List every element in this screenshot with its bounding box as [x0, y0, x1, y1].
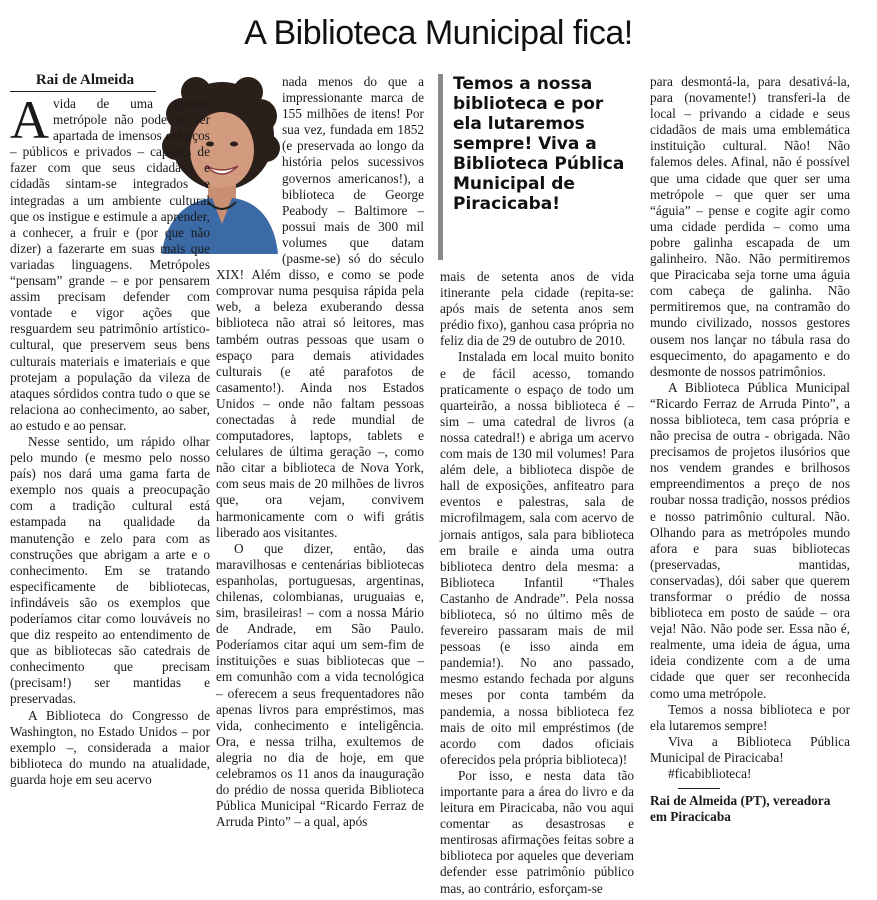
article-paragraph: Viva a Biblioteca Pública Municipal de Piracicaba!	[650, 733, 850, 765]
pull-quote: Temos a nossa biblioteca e por ela lutaremos sempre! Viva a Biblioteca Pública Municipal de Piracicaba!	[438, 74, 634, 260]
article-paragraph: Por isso, e nesta data tão importante para a área do livro e da leitura em Piracicaba, não vou aqui comentar as desastrosas e mentirosas afirmações feitas sobre a biblioteca por aqueles que deveriam defender esse patrimônio público mas, ao contrário, esforçam-se	[440, 767, 634, 896]
article-paragraph: Nesse sentido, um rápido olhar pelo mundo (e mesmo pelo nosso país) nos dará uma gama farta de exemplo nos quais a preocupação com a tradição cultural está estampada na qualidade da manutenção e zelo para com as construções que abrigam a arte e o conhecimento. Em se tratando especificamente de bibliotecas, infindáveis são os exemplos que poderíamos citar como louváveis no que diz respeito ao entendimento de que as bibliotecas são catedrais de conhecimento que precisam (precisam!) ser mantidas e preservadas.	[10, 433, 210, 707]
article-column-3	[440, 269, 634, 897]
author-byline: Rai de Almeida	[10, 72, 160, 92]
article-paragraph: para desmontá-la, para desativá-la, para (novamente!) transferi-la de local – privando a cidade e seus cidadãos de mais uma emblemática instituição cultural. Não! Não falemos deles. Afinal, não é possível que uma cidade que quer ser uma metrópole – que quer ser uma “águia” – pense e cogite agir como uma cidade perdida – como uma pobre galinha escapada de um galinheiro. Não. Não permitiremos que Piracicaba seja torne uma águia com cabeça de galinha. Não permitiremos que, na contramão do mundo civilizado, nossos gestores ousem nos lançar no tábula rasa do esquecimento, do apagamento e do desmonte de nossos patrimônios.	[650, 74, 850, 379]
article-column-4	[650, 74, 850, 825]
drop-cap: A	[10, 90, 49, 150]
article-column-2	[216, 74, 424, 830]
article-paragraph: nada menos do que a impressionante marca de 155 milhões de itens! Por sua vez, fundada em 1852 (e preservada ao longo da história pelos sucessivos governos americanos!), a biblioteca de George Peabody – Baltimore – possui mais de 300 mil volumes que datam (pasme-se) só do século XIX! Além disso, e como se pode comprovar numa pesquisa rápida pela web, a beleza exuberando dessa biblioteca não atrai só leitores, mas também outras pessoas que usam o espaço para demais atividades culturais (e até parafotos de casamento!). Ainda nos Estados Unidos – onde não faltam pessoas conectadas à rede mundial de computadores, laptops, tablets e celulares de última geração –, como não citar a biblioteca de Nova York, com seus mais de 20 milhões de livros que, ora vejam, convivem harmonicamente com o wifi grátis liberado aos visitantes.	[216, 74, 424, 540]
article-paragraph: Instalada em local muito bonito e de fácil acesso, tomando praticamente o espaço de todo um quarteirão, a nossa biblioteca é – sim – uma catedral de livros (a nossa catedral!) e abriga um acervo com mais de 130 mil volumes! Para além dele, a biblioteca dispõe de hall de exposições, anfiteatro para eventos e palestras, sala de microfilmagem, sala com acervo de jornais antigos, sala para biblioteca em braile e ainda uma outra biblioteca dentro dela mesma: a Biblioteca Infantil “Thales Castanho de Andrade”. Pela nossa biblioteca, só no último mês de fevereiro passaram mais de mil pessoas (e isso ainda em pandemia!). No ano passado, mesmo estando fechada por alguns meses por conta também da pandemia, a nossa biblioteca fez mais de oito mil empréstimos (de acordo com dados oficiais oferecidos pela própria biblioteca)!	[440, 349, 634, 767]
headline: A Biblioteca Municipal fica!	[244, 14, 633, 52]
article-paragraph: A Biblioteca Pública Municipal “Ricardo Ferraz de Arruda Pinto”, a nossa biblioteca, tem casa própria e não precisa de outra - obrigada. Não precisamos de projetos ilusórios que nos vendem grandes e brilhosos empreendimentos a preço de nos roubar nossa tradição, nossos prédios e nosso patrimônio cultural. Não. Olhando para as metrópoles mundo afora e para suas bibliotecas (preservadas, mantidas, conservadas), dói saber que querem transformar o prédio de nossa biblioteca em posto de saúde – ora veja! Não. Não pode ser. Essa não é, realmente, uma ideia de água, uma ideia condizente com a de uma cidade que quer ser reconhecida como uma metrópole.	[650, 379, 850, 701]
article-paragraph: A Biblioteca do Congresso de Washington, no Estado Unidos – por exemplo –, considerada a maior biblioteca do mundo na atualidade, guarda hoje em seu acervo	[10, 707, 210, 787]
article-paragraph: Temos a nossa biblioteca e por ela lutaremos sempre!	[650, 701, 850, 733]
photo-float-spacer	[216, 74, 278, 252]
signature-divider	[678, 788, 720, 789]
article-paragraph	[10, 90, 210, 434]
article-paragraph: mais de setenta anos de vida itinerante pela cidade (repita-se: após mais de setenta anos sem prédio fixo), ganhou casa própria no feliz dia de 29 de outubro de 2010.	[440, 269, 634, 349]
article-paragraph: O que dizer, então, das maravilhosas e centenárias bibliotecas espanholas, portuguesas, argentinas, chilenas, colombianas, uruguaias e, sim, brasileiras! – com a nossa Mário de Andrade, em São Paulo. Poderíamos citar aqui um sem-fim de instituições e suas bibliotecas que – em comunhão com a vida tecnológica – oferecem a seus frequentadores não apenas livros para empréstimos, mas vida, conhecimento e inteligência. Ora, e nessa trilha, exultemos de alegria no dia de hoje, em que celebramos os 11 anos da inauguração do prédio de nossa querida Biblioteca Pública Municipal “Ricardo Ferraz de Arruda Pinto” – a qual, após	[216, 540, 424, 830]
author-signature: Rai de Almeida (PT), vereadora em Piracicaba	[650, 793, 831, 825]
hashtag: #ficabiblioteca!	[668, 766, 752, 782]
paragraph-text: vida de uma grande metrópole não pode se ver apartada de imensos esforços – públicos e privados – capazes de fazer com que seus cidadãos e cidadãs sintam-se integrados e integradas a um ambiente cultural que os instigue e estimule a aprender, a conhecer, a fruir e (por que não dizer) a fazerarte em suas mais que variadas linguagens. Metrópoles “pensam” grande – e por pensarem assim precisam defender com vontade e vigor ações que resguardem seu patrimônio artístico-cultural, que preservem seus bens culturais materiais e imateriais e que protejam a população da vileza de ataques sórdidos contra tudo o que se relaciona ao conhecimento, ao saber, ao estudo e ao pensar.	[10, 96, 210, 433]
article-column-1	[10, 90, 210, 788]
